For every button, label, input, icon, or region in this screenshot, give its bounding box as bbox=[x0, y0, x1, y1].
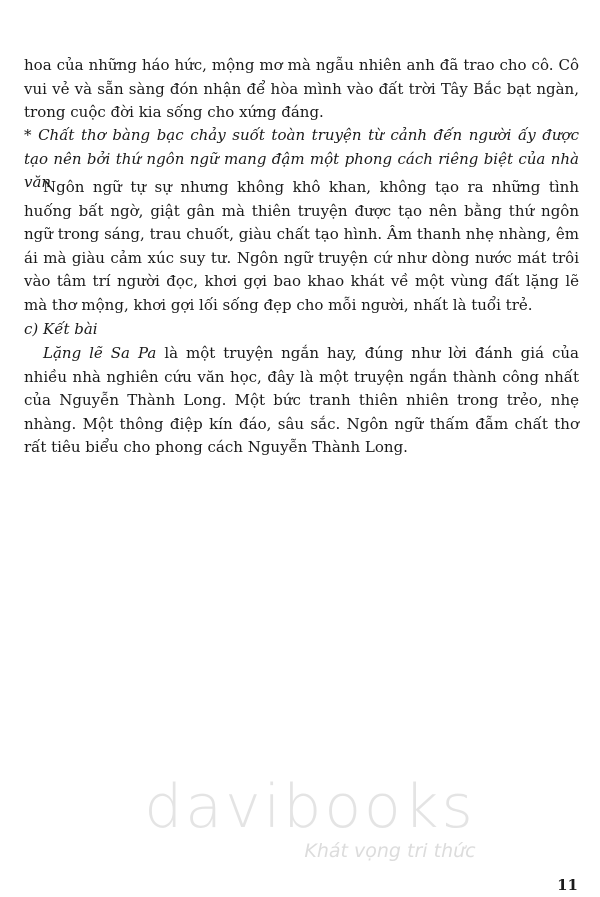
conclusion-text: là một truyện ngắn hay, đúng như lời đánh giá của nhiều nhà nghiên cứu văn học, đây là một truyện ngắn thành công nhất của Nguyễn Thành Long. Một bức tranh thiên nhiên trong trẻo, nhẹ nhàng. Một thông điệp kín đáo, sâu sắc. Ngôn ngữ thấm đẫm chất thơ rất tiêu biểu cho phong cách Nguyễn Thành Long. bbox=[24, 344, 579, 456]
story-title: Lặng lẽ Sa Pa bbox=[43, 344, 157, 362]
paragraph-language-analysis: Ngôn ngữ tự sự nhưng không khô khan, không tạo ra những tình huống bất ngờ, giật gân mà thiên truyện được tạo nên bằng thứ ngôn ngữ trong sáng, trau chuốt, giàu chất tạo hình. Âm thanh nhẹ nhàng, êm ái mà giàu cảm xúc suy tư. Ngôn ngữ truyện cứ như dòng nước mát trôi vào tâm trí người đọc, khơi gợi bao khao khát về một vùng đất lặng lẽ mà thơ mộng, khơi gợi lối sống đẹp cho mỗi người, nhất là tuổi trẻ. bbox=[24, 178, 579, 314]
page-number: 11 bbox=[557, 876, 578, 894]
paragraph-conclusion bbox=[24, 342, 579, 460]
section-heading-ket-bai: c) Kết bài bbox=[24, 320, 98, 338]
watermark-brand: davibooks bbox=[144, 772, 476, 842]
section-point-heading: * Chất thơ bàng bạc chảy suốt toàn truyện từ cảnh đến người ấy được tạo nên bởi thứ ngôn ngữ mang đậm một phong cách riêng biệt của nhà văn bbox=[24, 126, 579, 191]
watermark-slogan: Khát vọng tri thức bbox=[304, 840, 476, 862]
paragraph-continuation: hoa của những háo hức, mộng mơ mà ngẫu nhiên anh đã trao cho cô. Cô vui vẻ và sẵn sàng đón nhận để hòa mình vào đất trời Tây Bắc bạt ngàn, trong cuộc đời kia sống cho xứng đáng. bbox=[24, 56, 579, 121]
